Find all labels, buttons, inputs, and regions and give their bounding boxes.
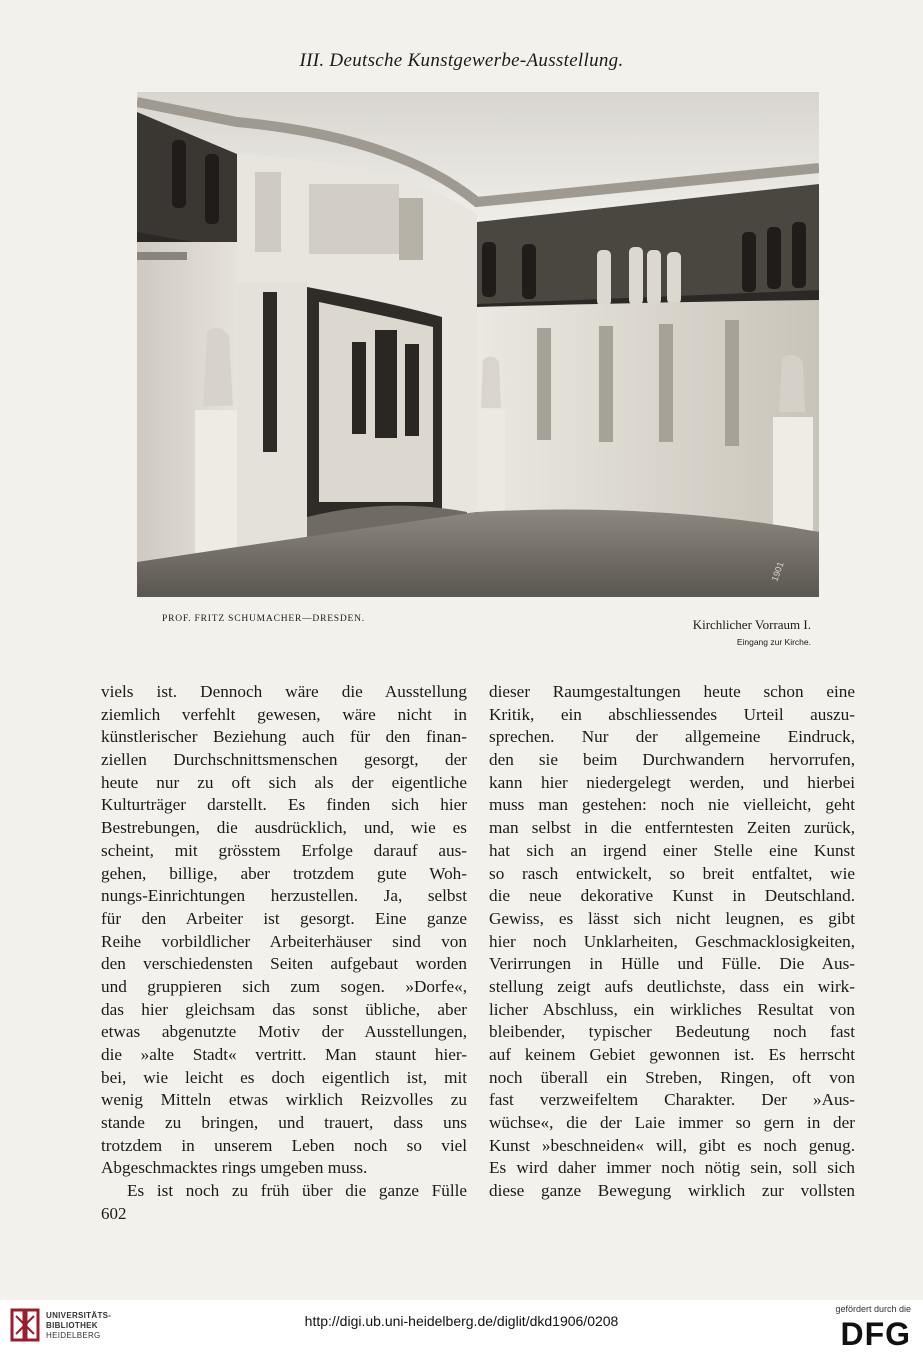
funder-logo[interactable] xyxy=(811,1304,911,1352)
text-line: Es wird daher immer noch nötig sein, soll sich xyxy=(489,1158,855,1178)
text-line: licher Abschluss, ein wirkliches Resultat von xyxy=(489,999,855,1019)
text-line: stellung zeigt aufs deutlichste, dass ein wirk- xyxy=(489,976,855,996)
text-line: trotzdem in unserem Leben noch so viel xyxy=(101,1135,467,1155)
photo-mark: 1901 xyxy=(769,560,786,583)
text-line: die »alte Stadt« vertritt. Man staunt hier- xyxy=(101,1045,467,1064)
text-column-left xyxy=(101,681,467,1203)
text-line: den verschiedensten Seiten aufgebaut worden xyxy=(101,954,467,974)
text-line: man selbst in die entferntesten Zeiten zurück, xyxy=(489,818,855,838)
permalink-url[interactable]: http://digi.ub.uni-heidelberg.de/diglit/dkd1906/0208 xyxy=(304,1313,619,1329)
text-line: hat sich an irgend einer Stelle eine Kunst xyxy=(489,840,855,860)
text-line: dieser Raumgestaltungen heute schon eine xyxy=(489,682,855,701)
text-line: Kunst »beschneiden« will, gibt es noch genug. xyxy=(489,1135,855,1155)
text-line: etwas abgenutzte Motiv der Ausstellungen, xyxy=(101,1022,467,1042)
text-line: fast verzweifeltem Charakter. Der »Aus- xyxy=(489,1090,855,1110)
text-line: künstlerischer Beziehung auch für den finan- xyxy=(101,727,467,747)
text-line: wüchse«, die der Laie immer so gern in der xyxy=(489,1113,855,1133)
text-line: wenig Mitteln etwas wirklich Reizvolles zu xyxy=(101,1090,467,1110)
text-line: auf keinem Gebiet gewonnen ist. Es herrscht xyxy=(489,1045,855,1064)
text-line: bei, wie leicht es doch eigentlich ist, mit xyxy=(101,1067,467,1087)
caption-title: Kirchlicher Vorraum I. xyxy=(692,617,811,632)
text-line: den sie beim Durchwandern hervorrufen, xyxy=(489,750,855,770)
text-line: gehen, billige, aber trotzdem gute Woh- xyxy=(101,863,467,883)
running-head: III. Deutsche Kunstgewerbe-Ausstellung. xyxy=(299,50,624,71)
text-line: nungs-Einrichtungen herzustellen. Ja, selbst xyxy=(101,886,467,906)
text-line: noch überall ein Streben, Ringen, oft von xyxy=(489,1067,855,1087)
digitization-footer xyxy=(0,1300,923,1362)
text-line: Kritik, ein abschliessendes Urteil auszu- xyxy=(489,704,855,724)
text-line: kann hier niedergelegt werden, und hierbei xyxy=(489,772,855,792)
text-line: Gewiss, es lässt sich nicht leugnen, es gibt xyxy=(489,908,855,928)
library-name: UNIVERSITÄTS- BIBLIOTHEK HEIDELBERG xyxy=(46,1311,112,1340)
text-line: sprechen. Nur der allgemeine Eindruck, xyxy=(489,727,855,747)
text-line: Reihe vorbildlicher Arbeiterhäuser sind von xyxy=(101,931,467,951)
text-column-right xyxy=(489,681,855,1203)
photo-credit: PROF. FRITZ SCHUMACHER—DRESDEN. xyxy=(162,614,365,624)
text-line: Abgeschmacktes rings umgeben muss. xyxy=(101,1158,368,1178)
text-line: das hier gleichsam das sonst übliche, aber xyxy=(101,999,467,1019)
text-line: Kulturträger darstellt. Es finden sich hier xyxy=(101,795,467,815)
text-line: die neue dekorative Kunst in Deutschland. xyxy=(489,886,855,906)
text-line: hier noch Unklarheiten, Geschmacklosigkeiten, xyxy=(489,931,855,951)
page-number: 602 xyxy=(101,1204,127,1223)
funder-note: gefördert durch die xyxy=(835,1304,911,1314)
text-line: Verirrungen in Hülle und Fülle. Die Aus- xyxy=(489,954,855,974)
church-anteroom-photo xyxy=(137,92,819,597)
text-line: heute nur zu oft sich als der eigentliche xyxy=(101,772,467,792)
text-line: Es ist noch zu früh über die ganze Fülle xyxy=(127,1181,467,1201)
plate-photograph xyxy=(137,92,819,597)
photo-caption xyxy=(693,617,811,647)
text-line: stande zu bringen, und trauert, dass uns xyxy=(101,1113,467,1133)
text-line: für den Arbeiter ist gesorgt. Eine ganze xyxy=(101,908,467,928)
text-line: viels ist. Dennoch wäre die Ausstellung xyxy=(101,682,467,701)
caption-subtitle: Eingang zur Kirche. xyxy=(736,637,811,647)
text-line: scheint, mit grösstem Erfolge darauf aus- xyxy=(101,840,467,860)
text-line: muss man gestehen: noch nie vielleicht, geht xyxy=(489,795,855,815)
text-line: ziellen Durchschnittsmenschen gesorgt, der xyxy=(101,750,467,770)
text-line: Bestrebungen, die ausdrücklich, und, wie es xyxy=(101,818,467,838)
dfg-logo: DFG xyxy=(840,1316,911,1352)
text-line: ziemlich verfehlt gewesen, wäre nicht in xyxy=(101,704,467,724)
text-line: bleibender, typischer Bedeutung noch fast xyxy=(489,1022,855,1042)
text-line: diese ganze Bewegung wirklich zur vollsten xyxy=(489,1181,855,1201)
text-line: so rasch entwickelt, so breit entfaltet, wie xyxy=(489,863,855,883)
text-line: und gruppieren sich zum sogen. »Dorfe«, xyxy=(101,976,467,996)
